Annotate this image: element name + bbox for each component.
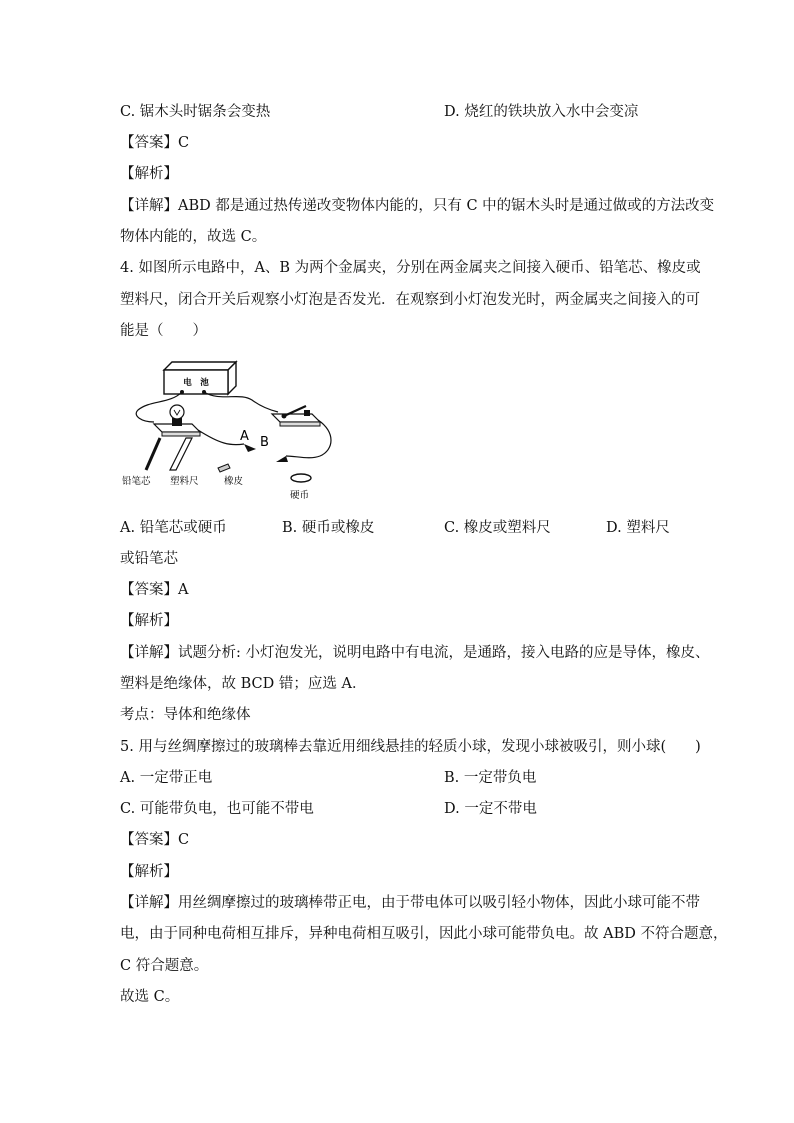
q5-stem: 5. 用与丝绸摩擦过的玻璃棒去靠近用细线悬挂的轻质小球，发现小球被吸引，则小球( ) — [120, 739, 701, 755]
q5-option-a: A. 一定带正电 — [120, 770, 213, 786]
label-eraser: 橡皮 — [224, 476, 244, 487]
q4-option-d: D. 塑料尺 — [606, 520, 670, 536]
q4-stem-line-1: 4. 如图所示电路中，A、B 为两个金属夹，分别在两金属夹之间接入硬币、铅笔芯、橡皮或 — [120, 260, 701, 276]
q5-detail-line-1: 【详解】用丝绸摩擦过的玻璃棒带正电，由于带电体可以吸引轻小物体，因此小球可能不带 — [120, 895, 700, 911]
clip-label-a: A — [240, 429, 249, 444]
q4-stem-line-2: 塑料尺，闭合开关后观察小灯泡是否发光．在观察到小灯泡发光时，两金属夹之间接入的可 — [120, 292, 700, 308]
eraser-shape — [218, 464, 230, 472]
q4-answer: 【答案】A — [120, 582, 189, 598]
q3-option-c: C. 锯木头时锯条会变热 — [120, 104, 271, 120]
q4-detail-line-1: 【详解】试题分析: 小灯泡发光，说明电路中有电流，是通路，接入电路的应是导体，橡皮、 — [120, 645, 710, 661]
q3-answer: 【答案】C — [120, 135, 190, 151]
q5-conclusion: 故选 C。 — [120, 989, 180, 1005]
q5-answer: 【答案】C — [120, 832, 190, 848]
wire-battery-to-switch — [204, 392, 278, 412]
wire-bulb-to-clip-a — [198, 430, 244, 445]
coin-shape — [291, 474, 311, 482]
q4-analysis-heading: 【解析】 — [120, 613, 178, 629]
q5-analysis-heading: 【解析】 — [120, 864, 178, 880]
label-coin: 硬币 — [290, 490, 310, 501]
q3-analysis-heading: 【解析】 — [120, 166, 178, 182]
q5-detail-line-2: 电，由于同种电荷相互排斥，异种电荷相互吸引，因此小球可能带负电。故 ABD 不符合题意， — [120, 926, 728, 942]
battery-label: 电 池 — [183, 378, 209, 388]
q3-detail-line-2: 物体内能的，故选 C。 — [120, 229, 267, 245]
label-pencil-lead: 铅笔芯 — [122, 476, 151, 487]
switch-with-base — [272, 406, 320, 426]
bulb-with-base — [154, 405, 200, 436]
q4-kaodian: 考点：导体和绝缘体 — [120, 707, 251, 723]
q4-stem-line-3: 能是（ ） — [120, 323, 207, 339]
q3-option-d: D. 烧红的铁块放入水中会变凉 — [444, 104, 639, 120]
q3-detail-line-1: 【详解】ABD 都是通过热传递改变物体内能的，只有 C 中的锯木头时是通过做或的方法改变 — [120, 198, 715, 214]
clip-label-b: B — [260, 435, 269, 450]
q4-option-d-continued: 或铅笔芯 — [120, 551, 178, 567]
circuit-figure — [120, 352, 335, 502]
pencil-lead-shape — [146, 438, 160, 470]
label-plastic-ruler: 塑料尺 — [170, 476, 199, 487]
metal-clip-a — [244, 444, 256, 452]
q4-option-c: C. 橡皮或塑料尺 — [444, 520, 551, 536]
q5-detail-line-3: C 符合题意。 — [120, 958, 209, 974]
q5-option-c: C. 可能带负电，也可能不带电 — [120, 801, 314, 817]
q5-option-b: B. 一定带负电 — [444, 770, 537, 786]
q5-option-d: D. 一定不带电 — [444, 801, 537, 817]
plastic-ruler-shape — [170, 438, 192, 470]
q4-option-a: A. 铅笔芯或硬币 — [120, 520, 227, 536]
metal-clip-b — [276, 456, 288, 462]
q4-option-b: B. 硬币或橡皮 — [282, 520, 375, 536]
q4-detail-line-2: 塑料是绝缘体，故 BCD 错；应选 A． — [120, 676, 367, 692]
